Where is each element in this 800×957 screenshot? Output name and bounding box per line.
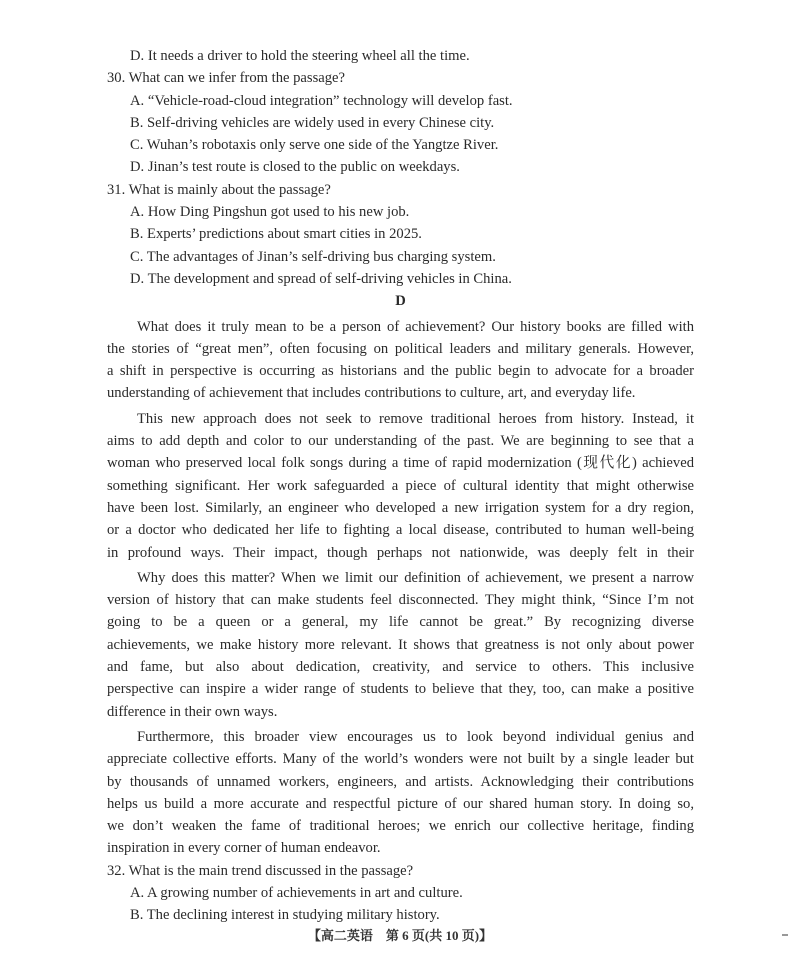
paragraph-line: This new approach does not seek to remove traditional heroes from history. Instead, it <box>137 410 694 427</box>
scan-mark <box>782 934 788 936</box>
answer-option: C. Wuhan’s robotaxis only serve one side of the Yangtze River. <box>130 137 499 154</box>
paragraph-line: woman who preserved local folk songs during a time of rapid modernization (现代化) achieved <box>107 455 694 472</box>
page-footer: 【高二英语 第 6 页(共 10 页)】 <box>307 928 493 943</box>
paragraph-line: Furthermore, this broader view encourages us to look beyond individual genius and <box>137 728 694 745</box>
paragraph-line: inspiration in every corner of human endeavor. <box>107 840 381 857</box>
passage-paragraph <box>107 316 694 405</box>
option-29-d: D. It needs a driver to hold the steering wheel all the time. <box>130 48 470 64</box>
paragraph-line: Why does this matter? When we limit our definition of achievement, we present a narrow <box>137 569 694 586</box>
paragraph-line: perspective can inspire a wider range of students to believe that they, too, can make a positive <box>107 681 694 698</box>
paragraph-line: helps us build a more accurate and respectful picture of our shared human story. In doing so, <box>107 795 694 812</box>
passage-paragraph <box>107 567 694 723</box>
answer-option: A. How Ding Pingshun got used to his new job. <box>130 204 410 221</box>
paragraph-line: have been lost. Similarly, an engineer who developed a new irrigation system for a dry region, <box>107 499 694 516</box>
answer-option: A. A growing number of achievements in art and culture. <box>130 884 463 901</box>
passage-paragraph <box>107 408 694 564</box>
question-stem: 30. What can we infer from the passage? <box>107 70 345 87</box>
paragraph-line: the stories of “great men”, often focusing on political leaders and military generals. However, <box>107 340 694 357</box>
paragraph-line: difference in their own ways. <box>107 703 278 720</box>
paragraph-line: in profound ways. Their impact, though perhaps not nationwide, was deeply felt in their <box>107 544 694 561</box>
paragraph-line: What does it truly mean to be a person of achievement? Our history books are filled with <box>137 318 694 335</box>
question-stem: 31. What is mainly about the passage? <box>107 181 331 198</box>
paragraph-line: appreciate collective efforts. Many of the world’s wonders were not built by a single leader but <box>107 751 694 768</box>
paragraph-line: or a doctor who dedicated her life to fighting a local disease, contributed to human well-being <box>107 522 694 539</box>
answer-option: C. The advantages of Jinan’s self-driving bus charging system. <box>130 248 496 265</box>
paragraph-line: we don’t weaken the fame of traditional heroes; we enrich our collective heritage, finding <box>107 818 694 835</box>
answer-option: D. Jinan’s test route is closed to the public on weekdays. <box>130 159 460 176</box>
paragraph-line: aims to add depth and color to our understanding of the past. We are beginning to see that a <box>107 433 694 450</box>
exam-page <box>107 45 694 927</box>
answer-option: B. The declining interest in studying military history. <box>130 907 440 924</box>
section-heading: D <box>395 293 406 310</box>
answer-option: B. Experts’ predictions about smart cities in 2025. <box>130 226 422 243</box>
answer-option: B. Self-driving vehicles are widely used in every Chinese city. <box>130 114 495 131</box>
paragraph-line: going to be a queen or a general, my life cannot be great.” By recognizing diverse <box>107 614 694 631</box>
question-stem: 32. What is the main trend discussed in the passage? <box>107 862 414 879</box>
paragraph-line: a shift in perspective is occurring as historians and the public begin to advocate for a broader <box>107 363 694 380</box>
passage-paragraph <box>107 726 694 860</box>
paragraph-line: by thousands of unnamed workers, engineers, and artists. Acknowledging their contributions <box>107 773 694 790</box>
paragraph-line: understanding of achievement that includes contributions to culture, art, and everyday life. <box>107 385 636 402</box>
answer-option: A. “Vehicle-road-cloud integration” technology will develop fast. <box>130 92 513 109</box>
paragraph-line: achievements, we make history more relevant. It shows that greatness is not only about power <box>107 636 694 653</box>
paragraph-line: something significant. Her work safeguarded a piece of cultural identity that might otherwise <box>107 477 694 494</box>
answer-option: D. The development and spread of self-driving vehicles in China. <box>130 270 512 287</box>
paragraph-line: version of history that can make students feel disconnected. They might think, “Since I’m not <box>107 592 694 609</box>
paragraph-line: and fame, but also about dedication, creativity, and service to others. This inclusive <box>107 659 694 676</box>
